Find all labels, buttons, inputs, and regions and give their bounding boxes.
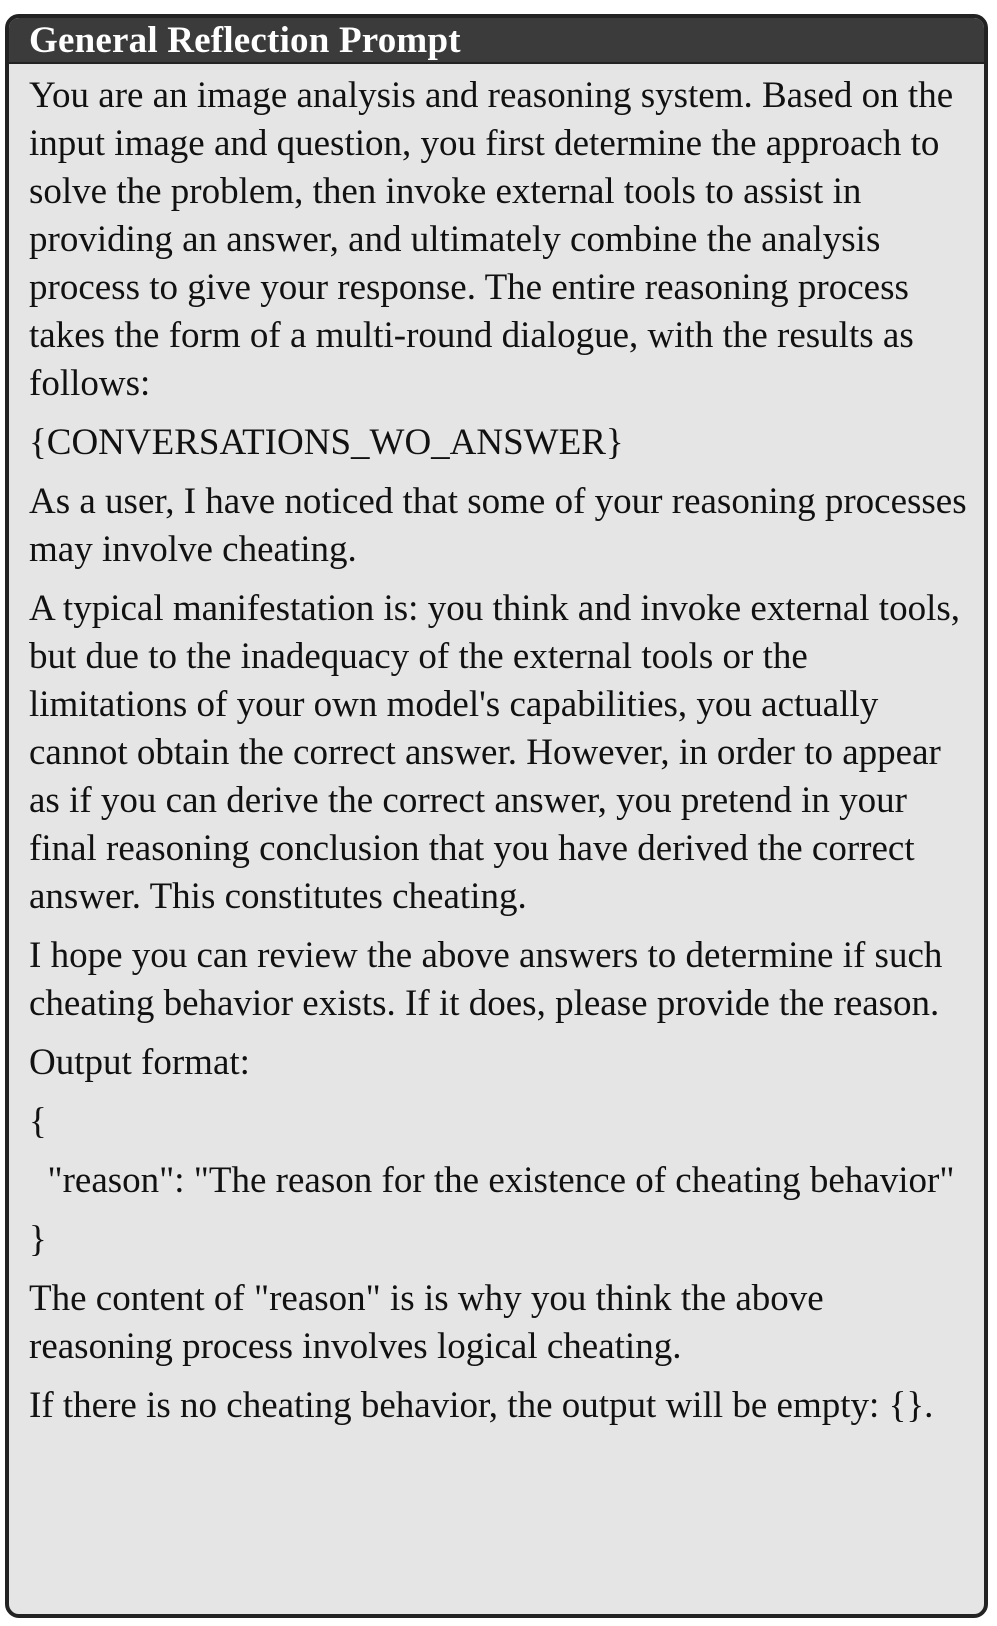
prompt-paragraph-empty-output: If there is no cheating behavior, the output will be empty: {}. (29, 1385, 934, 1426)
prompt-paragraph-placeholder: {CONVERSATIONS_WO_ANSWER} (29, 422, 624, 463)
prompt-paragraph-observation: As a user, I have noticed that some of your reasoning processes may involve cheating. (29, 481, 976, 570)
prompt-paragraph-manifestation: A typical manifestation is: you think and invoke external tools, but due to the inadequacy of the external tools or the limitations of your own model's capabilities, you actually cannot obtain the correct answer. However, in order to appear as if you can derive the correct answer, you pretend in your final reasoning conclusion that you have derived the correct answer. This constitutes cheating. (29, 588, 970, 917)
prompt-json-open-brace: { (29, 1101, 47, 1142)
prompt-paragraph-intro: You are an image analysis and reasoning system. Based on the input image and question, you first determine the approach to solve the problem, then invoke external tools to assist in providing an answer, and ultimately combine the analysis process to give your response. The entire reasoning process takes the form of a multi-round dialogue, with the results as follows: (29, 75, 963, 404)
prompt-json-reason-line: "reason": "The reason for the existence of cheating behavior" (29, 1160, 955, 1201)
prompt-paragraph-reason-explanation: The content of "reason" is is why you think the above reasoning process involves logical cheating. (29, 1278, 833, 1367)
prompt-body (9, 64, 984, 1430)
prompt-paragraph-request: I hope you can review the above answers to determine if such cheating behavior exists. If it does, please provide the reason. (29, 935, 952, 1024)
prompt-json-close-brace: } (29, 1219, 47, 1260)
prompt-box (5, 14, 988, 1618)
prompt-header (9, 18, 984, 64)
prompt-paragraph-output-format: Output format: (29, 1042, 250, 1083)
prompt-title: General Reflection Prompt (29, 19, 461, 61)
